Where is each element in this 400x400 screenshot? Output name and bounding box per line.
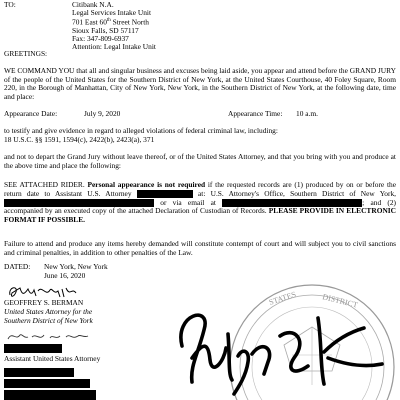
to-line: Citibank N.A. [72, 0, 114, 9]
appearance-date-value: July 9, 2020 [84, 109, 121, 118]
signer-title-line2: Southern District of New York [4, 316, 93, 325]
appearance-time-label: Appearance Time: [228, 109, 283, 118]
to-label: TO: [4, 0, 16, 9]
rider-text-2: at: U.S. Attorney's Office, Southern District of New York, [192, 188, 396, 198]
appearance-time-value: 10 a.m. [296, 109, 318, 118]
redaction [4, 344, 62, 353]
assistant-signature-icon [6, 329, 96, 343]
dated-date: June 16, 2020 [44, 271, 86, 280]
assistant-title: Assistant United States Attorney [4, 354, 101, 363]
to-line: Legal Services Intake Unit [72, 8, 152, 18]
rider-paragraph [4, 181, 396, 225]
depart-paragraph: and not to depart the Grand Jury without leave thereof, or of the United States Attorney, and that you bring with you and produce at the above time and place the following: [4, 152, 396, 170]
failure-paragraph: Failure to attend and produce any items hereby demanded will constitute contempt of court and will subject you to civil sanctions and criminal penalties, in addition to other penalties of the Law. [4, 239, 396, 257]
dated-place: New York, New York [44, 262, 108, 271]
rider-text-1: if the requested records are (1) produced by on or before the return date to Assistant U.S. Attorney [4, 180, 396, 198]
redaction [4, 390, 96, 400]
rider-not-required: Personal appearance is not required [87, 180, 206, 189]
command-paragraph: WE COMMAND YOU that all and singular business and excuses being laid aside, you appear and attend before the GRAND JURY of the people of the United States for the Southern District of New York, at the United States Courthouse, 40 Foley Square, Room 220, in the Borough of Manhattan, City of New York, New York, in the Southern District of New York, at the following date, time and place: [4, 66, 396, 101]
rider-text-3: or via email at [160, 197, 216, 207]
greetings: GREETINGS: [4, 49, 48, 58]
to-line: Attention: Legal Intake Unit [72, 42, 156, 52]
testify-paragraph: to testify and give evidence in regard to alleged violations of federal criminal law, including: [4, 126, 278, 135]
redaction [4, 379, 90, 388]
rider-text-4: ; and (2) accompanied by an executed copy of the attached Declaration of Custodian of Records. [4, 197, 396, 216]
rider-electronic-format: PLEASE PROVIDE IN ELECTRONIC FORMAT IF POSSIBLE. [4, 206, 396, 225]
large-signature-icon [168, 296, 398, 396]
svg-text:STATES: STATES [267, 289, 298, 307]
to-line: Fax: 347-809-6937 [72, 34, 129, 44]
statutes: 18 U.S.C. §§ 1591, 1594(c), 2422(b), 2423(a), 371 [4, 135, 155, 144]
signer-name: GEOFFREY S. BERMAN [4, 298, 84, 307]
to-line: Sioux Falls, SD 57117 [72, 26, 139, 36]
to-address-block [72, 1, 156, 52]
to-line: 701 East 60th Street North [72, 17, 149, 27]
dated-label: DATED: [4, 262, 31, 271]
redaction [4, 368, 74, 377]
appearance-date-label: Appearance Date: [4, 109, 58, 118]
signer-title-line1: United States Attorney for the [4, 307, 93, 316]
svg-text:DISTRICT: DISTRICT [321, 292, 359, 310]
rider-see-attached: SEE ATTACHED RIDER. [4, 180, 85, 189]
